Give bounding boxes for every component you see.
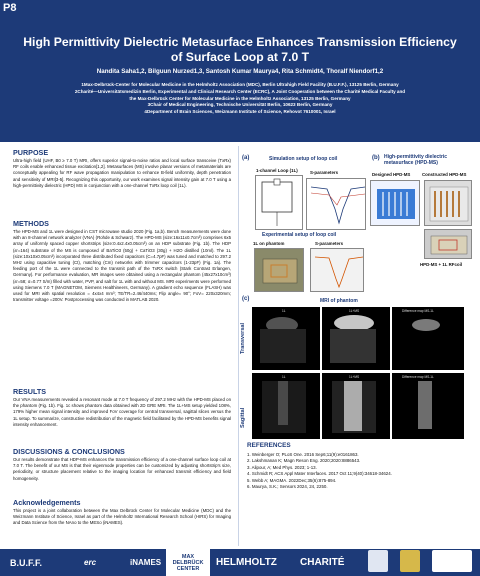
helmholtz-logo: HELMHOLTZ [216, 557, 277, 568]
references-heading: REFERENCES [247, 442, 291, 449]
mri-cell-label: 1L [282, 309, 286, 313]
exp-sparam-label: S-parameters [315, 241, 344, 246]
poster-id: P8 [3, 2, 17, 14]
methods-text: The HPD-MS and 1L were designed in CST microwave studio 2020 (Fig. 1a,b). Bench measurements were done with an 8-channel network analyzer (VNA) (Rohde & Schwarz). The HPD-MS (size:16x11x0.7cm³) comprises 6x5 array of uniformly spaced copper shortstrips (size:0.4x2.4x0.05cm³) on an HDP substrate (Fig. 1b). The HDP (εr=164) substrate of the MS is composed of BaTiO3 (50g) + CaTiO3 (30g) + H2O distilled (10ml). The 1L (size:10x10x0.05cm³) incorporated three distributed fixed capacitors (C=4.7pF) was tuned and matched to 297.2 MHz using capacitive tuning (Ct), matching (Cm) networks with trimmer capacitors (1-23pF) (Fig. 1a). The feeding port of the 1L were connected to the transmit path of the TxRX switch (Stark Contrast Erlangen, Germany). For performance evaluation, MR images were obtained using a rectangular phantom (45x27x10cm³) (εr=58; σ=0.77 S/m) filled with water, PVP, and salt for 1L with and without MS. MRI experiments were performed using Siemens 7.0 T (MAGNETOM, Siemens Healthineers, Germany). A gradient echo sequence (FLASH) was used for MRI with spatial resolution = 4x4x4 mm³; TE/TR=2.46/440ms; Flip angle= 90°; FoV= 220x320mm; transmitter voltage =200V. Postprocessing was conducted in MATLAB 2020. [13, 229, 231, 303]
charite-logo: CHARITÉ [300, 557, 345, 568]
affiliation-line: 1Max-Delbrück-Center for Molecular Medicine in the Helmholtz Association (MDC), Berlin Ultrahigh Field Facility (B.U.F.F.), 13125 Berlin, Germany [81, 82, 399, 87]
reference-item: 1. Weinberger O; PLoS One. 2016 Sep6;11(9):e0161863. [247, 452, 359, 457]
inames-logo: iNAMES [130, 558, 162, 567]
reference-item: 3. Alipour, A; Med Phys. 2023; 1-13. [247, 464, 317, 470]
mri-transversal-1lms [322, 307, 390, 370]
purpose-text: Ultra-high field (UHF, B0 ≥ 7.0 T) MRI, offers superior signal-to-noise ratios and local surface transceive (TxRx) RF coils enable enhanced tissue excitation[1,2]. Metasurfaces (MS) involve planar versions of metamaterials are conceptually appealing for RF wave propagation manipulation to enhance B-field uniformity, depth penetration and sensitivity of MRI[3-5]. Recognizing this opportunity, our work examines signal intensity gain at 7.0 T using a high-permittivity dielectric (HPD) MS in conjunction with a one-channel TxRx loop coil (1L). [13, 158, 231, 188]
designed-ms-label: Designed HPD-MS [372, 172, 411, 177]
results-text: Our VNA measurements revealed a resonant mode at 7.0 T frequency of 297.2 MHz with the HPD-MS placed on the phantom (Fig. 1b). Fig. 1c shows phantom data obtained with 2D GRE MRI. The 1L+MS setup yielded 108%, 179% higher mean signal intensity and improved FoV coverage for central transversal, sagittal slices versus the 1L setup. To summarize, constructive redistribution of the magnetic field facilitated by the HPD-MS benefits signal intensity enhancement. [13, 397, 231, 427]
panel-b-title: High-permittivity dielectric metasurface (HPD-MS) [384, 154, 448, 166]
discussion-heading: DISCUSSIONS & CONCLUSIONS [13, 447, 125, 456]
affiliation-line: 2Charité—Universitätsmedizin Berlin, Experimental and Clinical Research Center (ECRC), A Joint Cooperation between the Charité Medical Faculty and [74, 88, 406, 94]
loop-schematic-drawing [256, 176, 304, 231]
ms-coil-label: HPD-MS + 1L RFcoil [420, 262, 463, 267]
mri-transversal-1l [252, 307, 320, 370]
mri-sagittal-1l [252, 373, 320, 439]
constructed-ms-drawing [425, 181, 473, 227]
panel-a-label: (a) [242, 155, 250, 161]
erc-logo: erc [84, 558, 97, 567]
results-heading: RESULTS [13, 387, 47, 396]
exp-sparam-plot [310, 248, 364, 292]
reference-item: 6. Maurya, S.K.; Sensors 2024, 24, 2250. [247, 484, 328, 490]
university-seal-icon [400, 550, 420, 572]
panel-a-title: Simulation setup of loop coil [269, 156, 338, 162]
reference-item: 4. Schmidt R; ACS Appl Mater Interfaces. 2017 Oct 11;9(40):34618-34624. [247, 471, 392, 477]
loop-coil-label: 1-channel Loop (1L) [256, 168, 298, 173]
constructed-ms-label: Constructed HPD-MS [422, 172, 467, 177]
constructed-ms-photo [424, 180, 472, 226]
buff-logo: B.U.F.F. [10, 557, 43, 568]
column-divider [238, 146, 239, 546]
mri-cell-label: Difference map MS-1L [402, 309, 434, 313]
reference-item: 5. Webb A; MAGMA. 2022Dec;35(6):875-894. [247, 477, 337, 483]
affiliation-line: 4Department of Brain Sciences, Weizmann Institute of Science, Rehovot 7610001, Israel [144, 109, 336, 115]
institution-seal-icon [368, 550, 388, 572]
mri-transversal-1lms-image [322, 307, 390, 370]
affiliation-line: 3Chair of Medical Engineering, Technische Universität Berlin, 10623 Berlin, Germany [147, 102, 333, 108]
purpose-heading: PURPOSE [13, 148, 49, 157]
mri-sagittal-1lms-image [322, 373, 390, 439]
panel-b-label: (b) [372, 155, 380, 161]
mri-cell-label: 1L+MS [349, 309, 360, 313]
affiliation-list [14, 82, 466, 116]
designed-ms-grid [371, 181, 421, 227]
mri-transversal-diff [392, 307, 464, 370]
institute-logo-icon [432, 550, 472, 572]
mri-cell-label: Difference map MS-1L [402, 375, 434, 379]
poster-header [0, 0, 480, 142]
references-list [247, 452, 467, 490]
designed-ms-image [370, 180, 420, 226]
row-label-transversal: Transversal [240, 322, 246, 354]
mri-cell-label: 1L [282, 375, 286, 379]
mri-sagittal-diff-image [392, 373, 464, 439]
author-list: Nandita Saha1,2, Bilguun Nurzed1,3, Santosh Kumar Maurya4, Rita Schmidt4, Thoralf Niendorf1,2 [96, 68, 384, 75]
row-label-sagittal: Sagittal [240, 407, 246, 428]
poster-title: High Permittivity Dielectric Metasurface Enhances Transmission Efficiency of Surface Loop at 7.0 T [23, 35, 457, 64]
mri-cell-label: 1L+MS [349, 375, 360, 379]
mri-sagittal-1l-image [252, 373, 320, 439]
affiliation-line: the Max-Delbrück Center for Molecular Medicine in the Helmholtz Association, 13125 Berlin, Germany [129, 95, 351, 101]
phantom-photo-drawing [255, 249, 305, 293]
phantom-label: 1L on phantom [253, 241, 285, 246]
mdc-logo: MAX DELBRÜCK CENTER [166, 549, 210, 576]
mri-transversal-diff-image [392, 307, 464, 370]
loop-coil-schematic [255, 175, 303, 230]
panel-c-label: (c) [242, 296, 250, 302]
exp-setup-title: Experimental setup of loop coil [262, 232, 337, 238]
exp-sparam-curve [311, 249, 365, 293]
sparam-sim-plot [306, 178, 366, 230]
phantom-photo [254, 248, 304, 292]
ms-coil-drawing [425, 230, 473, 260]
reference-item: 2. Lakshmanan K; Magn Reson Eng. 2020;2020:8886543. [247, 458, 361, 464]
acknowledgements-heading: Acknowledgements [13, 498, 81, 507]
discussion-text: Our results demonstrate that HDP-MS enhances the transmission efficiency of a one-channel surface loop coil at 7.0 T. The benefit of our MS is that their eigenmode properties can be customized by adjusting shortstrip's size, periodicity, or structure placement relative to the imaging location for enhanced transmit efficiency and field homogeneity. [13, 457, 231, 481]
ms-coil-photo [424, 229, 472, 259]
mri-transversal-1l-image [252, 307, 320, 370]
methods-heading: METHODS [13, 219, 49, 228]
sparam-sim-curve [307, 179, 367, 231]
acknowledgements-text: This project is a joint collaboration between the Max Delbrück Center for Molecular Medicine (MDC) and the Weizmann Institute of Science, Israel as part of the Helmholtz International Research School (HIRS) for Imaging and Data Science from the NAno to the MESo (iNAMES). [13, 508, 231, 526]
sparam-label: S-parameters [310, 170, 339, 175]
mri-sagittal-1lms [322, 373, 390, 439]
mri-sagittal-diff [392, 373, 464, 439]
panel-c-title: MRI of phantom [320, 298, 358, 304]
